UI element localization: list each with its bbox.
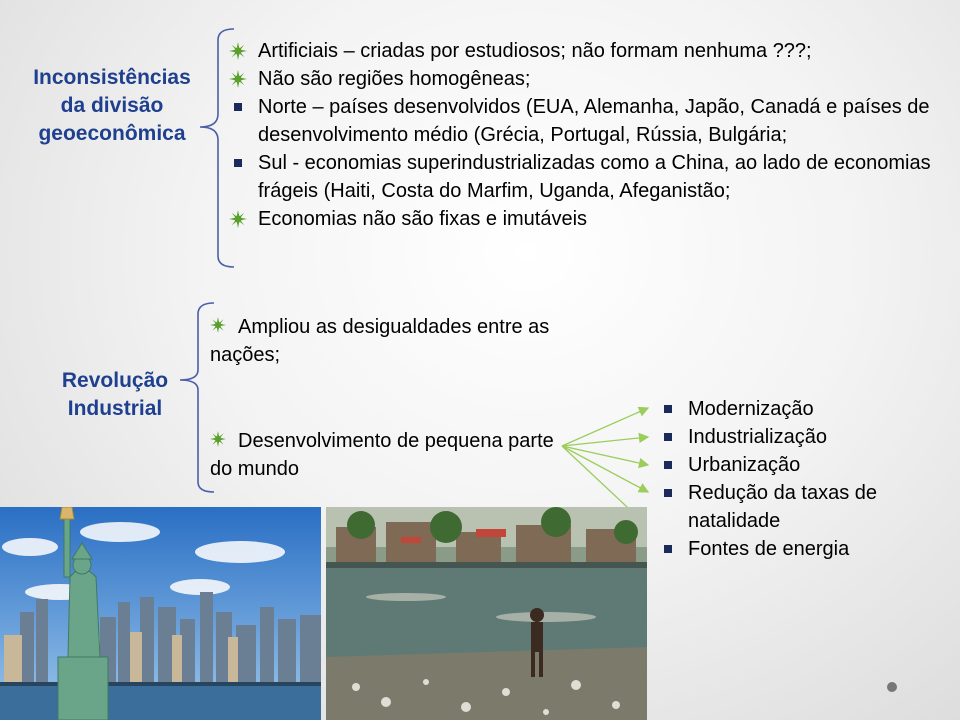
- square-bullet-icon: [658, 423, 678, 451]
- star-bullet-icon: [210, 431, 226, 447]
- list-item-text: Sul - economias superindustrializadas como a China, ao lado de economias frágeis (Haiti, Costa do Marfim, Uganda, Afeganistão;: [258, 152, 931, 202]
- list-item-text: Fontes de energia: [688, 538, 850, 560]
- section1-heading-line-3: geoeconômica: [38, 122, 186, 145]
- square-bullet-icon: [658, 451, 678, 479]
- list-item: [650, 535, 950, 563]
- square-bullet-icon: [228, 93, 248, 121]
- star-bullet-icon: [228, 205, 248, 233]
- section2-heading-line-2: Industrial: [67, 397, 163, 420]
- section2-item-1-text: Ampliou as desigualdades entre as nações;: [210, 316, 550, 366]
- list-item: [220, 65, 955, 93]
- list-item-text: Não são regiões homogêneas;: [258, 68, 531, 90]
- section2-item-2-text: Desenvolvimento de pequena parte do mundo: [210, 430, 554, 480]
- square-bullet-icon: [658, 535, 678, 563]
- slum-waterfront-photo: [326, 507, 647, 720]
- list-item-text: Norte – países desenvolvidos (EUA, Alemanha, Japão, Canadá e países de desenvolvimento médio (Grécia, Portugal, Rússia, Bulgária;: [258, 96, 930, 146]
- list-item-text: Artificiais – criadas por estudiosos; não formam nenhuma ???;: [258, 40, 812, 62]
- section1-heading: [14, 64, 210, 148]
- square-bullet-icon: [228, 149, 248, 177]
- connector-arrows: [560, 395, 660, 525]
- section1-heading-line-2: da divisão: [60, 94, 164, 117]
- nav-dot-icon[interactable]: [887, 682, 897, 692]
- square-bullet-icon: [658, 479, 678, 507]
- list-item: [650, 451, 950, 479]
- section1-heading-line-1: Inconsistências: [33, 66, 191, 89]
- list-item: [220, 205, 955, 233]
- list-item-text: Economias não são fixas e imutáveis: [258, 208, 588, 230]
- list-item: [650, 395, 950, 423]
- section1-bullet-list: [220, 37, 955, 233]
- list-item: [650, 423, 950, 451]
- new-york-statue-of-liberty-photo: [0, 507, 321, 720]
- list-item: [220, 37, 955, 65]
- section2-item-1: [210, 313, 590, 369]
- list-item-text: Redução da taxas de natalidade: [688, 482, 878, 532]
- section2-heading-line-1: Revolução: [61, 369, 169, 392]
- list-item: [650, 479, 950, 535]
- list-item-text: Industrialização: [688, 426, 827, 448]
- list-item: [220, 93, 955, 149]
- section2-heading: [40, 367, 190, 423]
- list-item-text: Modernização: [688, 398, 814, 420]
- star-bullet-icon: [210, 317, 226, 333]
- section2-outcomes-list: [650, 395, 950, 563]
- section2-item-2: [210, 427, 566, 483]
- square-bullet-icon: [658, 395, 678, 423]
- list-item-text: Urbanização: [688, 454, 801, 476]
- star-bullet-icon: [228, 37, 248, 65]
- list-item: [220, 149, 955, 205]
- star-bullet-icon: [228, 65, 248, 93]
